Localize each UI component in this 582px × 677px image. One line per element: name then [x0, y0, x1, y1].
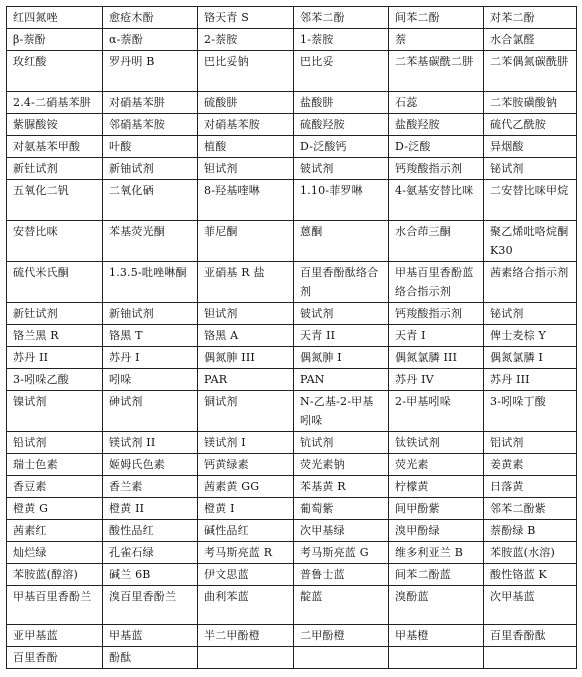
table-cell: 香兰素	[103, 476, 198, 498]
table-cell: 天青 I	[389, 325, 484, 347]
table-row	[7, 51, 577, 92]
table-row	[7, 303, 577, 325]
table-cell: 间苯二酚蓝	[389, 564, 484, 586]
table-cell: 靛蓝	[294, 586, 389, 625]
table-cell: 钛铁试剂	[389, 432, 484, 454]
table-cell: 甲基橙	[389, 625, 484, 647]
table-cell: 2.4-二硝基苯肼	[7, 92, 103, 114]
table-cell: 聚乙烯吡咯烷酮 K30	[484, 221, 577, 262]
table-cell: 红四氮唑	[7, 7, 103, 29]
table-cell: 铅试剂	[7, 432, 103, 454]
table-cell: 苯胺蓝(水溶)	[484, 542, 577, 564]
table-cell: 4-氨基安替比咪	[389, 180, 484, 221]
table-cell: 溴百里香酚兰	[103, 586, 198, 625]
table-cell: 钙羧酸指示剂	[389, 303, 484, 325]
table-cell: 姜黄素	[484, 454, 577, 476]
table-row	[7, 136, 577, 158]
table-cell: 菲尼酮	[198, 221, 294, 262]
table-cell: 新铀试剂	[103, 303, 198, 325]
table-cell: 甲基百里香酚蓝络合指示剂	[389, 262, 484, 303]
table-cell: 铍试剂	[294, 303, 389, 325]
table-cell	[484, 647, 577, 669]
table-cell: 苯基荧光酮	[103, 221, 198, 262]
table-cell: N-乙基-2-甲基吲哚	[294, 391, 389, 432]
table-cell: 硫代米氏酮	[7, 262, 103, 303]
table-cell	[294, 647, 389, 669]
table-cell: 砷试剂	[103, 391, 198, 432]
table-row	[7, 369, 577, 391]
table-cell: 苏丹 II	[7, 347, 103, 369]
table-cell: 盐酸肼	[294, 92, 389, 114]
table-cell: 亚硝基 R 盐	[198, 262, 294, 303]
table-cell: 天青 II	[294, 325, 389, 347]
table-cell: 二安替比咪甲烷	[484, 180, 577, 221]
table-cell: 邻硝基苯胺	[103, 114, 198, 136]
table-cell: 碱兰 6B	[103, 564, 198, 586]
table-cell: 酚酞	[103, 647, 198, 669]
table-cell: 8-羟基喹啉	[198, 180, 294, 221]
table-cell: 二苯偶氮碳酰肼	[484, 51, 577, 92]
table-cell: 偶氮氯膦 III	[389, 347, 484, 369]
table-cell: 钽试剂	[198, 303, 294, 325]
table-cell: 铍试剂	[294, 158, 389, 180]
table-cell: 植酸	[198, 136, 294, 158]
table-cell: 铝试剂	[484, 432, 577, 454]
table-row	[7, 391, 577, 432]
table-cell: 3-吲哚丁酸	[484, 391, 577, 432]
table-cell: 百里香酚酞	[484, 625, 577, 647]
table-row	[7, 454, 577, 476]
table-cell: 普鲁士蓝	[294, 564, 389, 586]
table-cell: 萘	[389, 29, 484, 51]
table-cell: 安替比咪	[7, 221, 103, 262]
table-row	[7, 432, 577, 454]
table-cell: 新钍试剂	[7, 158, 103, 180]
table-cell: 新钍试剂	[7, 303, 103, 325]
reagent-table	[6, 6, 577, 669]
table-cell: α-萘酚	[103, 29, 198, 51]
table-cell: 邻苯二酚	[294, 7, 389, 29]
table-cell: 紫脲酸铵	[7, 114, 103, 136]
table-cell: 2-甲基吲哚	[389, 391, 484, 432]
table-cell: D-泛酸	[389, 136, 484, 158]
table-row	[7, 476, 577, 498]
table-cell: 钪试剂	[294, 432, 389, 454]
table-cell: 硫酸羟胺	[294, 114, 389, 136]
table-row	[7, 262, 577, 303]
table-cell: 橙黄 II	[103, 498, 198, 520]
table-cell: 苏丹 III	[484, 369, 577, 391]
table-cell: 铬黑 A	[198, 325, 294, 347]
table-cell: 考马斯亮蓝 G	[294, 542, 389, 564]
table-cell	[389, 647, 484, 669]
table-cell: 1.3.5-吡唑啉酮	[103, 262, 198, 303]
table-cell: 孔雀石绿	[103, 542, 198, 564]
table-cell: 1.10-菲罗啉	[294, 180, 389, 221]
table-cell: 苯基黄 R	[294, 476, 389, 498]
table-cell: 对苯二酚	[484, 7, 577, 29]
table-cell: 二苯基碳酰二肼	[389, 51, 484, 92]
table-cell: 巴比妥	[294, 51, 389, 92]
table-cell: 荧光素钠	[294, 454, 389, 476]
table-cell: 吲哚	[103, 369, 198, 391]
table-cell: 铜试剂	[198, 391, 294, 432]
table-cell: 半二甲酚橙	[198, 625, 294, 647]
table-cell: 1-萘胺	[294, 29, 389, 51]
table-cell: 溴酚蓝	[389, 586, 484, 625]
table-cell: 苏丹 I	[103, 347, 198, 369]
table-cell: 巴比妥钠	[198, 51, 294, 92]
table-cell: 苯胺蓝(醇溶)	[7, 564, 103, 586]
table-cell: 甲基百里香酚兰	[7, 586, 103, 625]
table-cell: 对硝基苯胺	[198, 114, 294, 136]
table-cell: 铋试剂	[484, 303, 577, 325]
table-row	[7, 92, 577, 114]
table-cell: 镍试剂	[7, 391, 103, 432]
table-cell: 新铀试剂	[103, 158, 198, 180]
table-cell: 茜素黄 GG	[198, 476, 294, 498]
table-cell: 偶氮胂 I	[294, 347, 389, 369]
table-row	[7, 586, 577, 625]
table-cell: 百里香酚酞络合剂	[294, 262, 389, 303]
table-row	[7, 647, 577, 669]
table-cell: 伊文思蓝	[198, 564, 294, 586]
table-cell: 蒽酮	[294, 221, 389, 262]
table-row	[7, 498, 577, 520]
table-cell: 罗丹明 B	[103, 51, 198, 92]
table-cell: 次甲基蓝	[484, 586, 577, 625]
table-row	[7, 180, 577, 221]
table-cell: 硫酸肼	[198, 92, 294, 114]
table-cell: 邻苯二酚紫	[484, 498, 577, 520]
table-cell: 苏丹 IV	[389, 369, 484, 391]
table-cell: 钽试剂	[198, 158, 294, 180]
table-cell: 次甲基绿	[294, 520, 389, 542]
table-cell: 百里香酚	[7, 647, 103, 669]
table-cell: 灿烂绿	[7, 542, 103, 564]
table-cell: 间苯二酚	[389, 7, 484, 29]
reagent-table-container	[6, 6, 576, 669]
table-cell: 铬黑 T	[103, 325, 198, 347]
table-cell: 溴甲酚绿	[389, 520, 484, 542]
table-row	[7, 221, 577, 262]
table-cell: 水合茚三酮	[389, 221, 484, 262]
table-row	[7, 7, 577, 29]
table-cell: 橙黄 I	[198, 498, 294, 520]
table-cell: 曲利苯蓝	[198, 586, 294, 625]
table-row	[7, 29, 577, 51]
table-cell: 茜素红	[7, 520, 103, 542]
table-cell: 钙羧酸指示剂	[389, 158, 484, 180]
table-cell: 叶酸	[103, 136, 198, 158]
table-row	[7, 158, 577, 180]
table-cell: 酸性铬蓝 K	[484, 564, 577, 586]
table-row	[7, 325, 577, 347]
table-cell: 2-萘胺	[198, 29, 294, 51]
table-cell: 偶氮胂 III	[198, 347, 294, 369]
table-cell: 盐酸羟胺	[389, 114, 484, 136]
table-cell: 香豆素	[7, 476, 103, 498]
table-row	[7, 520, 577, 542]
table-cell: 葡萄紫	[294, 498, 389, 520]
table-cell: 对氨基苯甲酸	[7, 136, 103, 158]
table-cell: 硫代乙酰胺	[484, 114, 577, 136]
table-cell: 异烟酸	[484, 136, 577, 158]
table-row	[7, 114, 577, 136]
table-cell: 碱性品红	[198, 520, 294, 542]
table-cell: 亚甲基蓝	[7, 625, 103, 647]
table-cell: 愈疮木酚	[103, 7, 198, 29]
table-cell: 3-吲哚乙酸	[7, 369, 103, 391]
table-cell: PAR	[198, 369, 294, 391]
table-cell: 维多利亚兰 B	[389, 542, 484, 564]
table-cell: 二甲酚橙	[294, 625, 389, 647]
table-cell: β-萘酚	[7, 29, 103, 51]
table-cell: PAN	[294, 369, 389, 391]
table-row	[7, 347, 577, 369]
table-cell: 铋试剂	[484, 158, 577, 180]
table-cell: 二苯胺磺酸钠	[484, 92, 577, 114]
table-cell: 荧光素	[389, 454, 484, 476]
table-cell: 石蕊	[389, 92, 484, 114]
table-cell: 酸性品红	[103, 520, 198, 542]
table-row	[7, 564, 577, 586]
table-cell: 考马斯亮蓝 R	[198, 542, 294, 564]
table-cell: 橙黄 G	[7, 498, 103, 520]
reagent-table-body	[7, 7, 577, 669]
table-cell: 钙黄绿素	[198, 454, 294, 476]
table-cell: 铬兰黑 R	[7, 325, 103, 347]
table-cell: 五氧化二钒	[7, 180, 103, 221]
table-cell: 镁试剂 I	[198, 432, 294, 454]
table-cell: 间甲酚紫	[389, 498, 484, 520]
table-cell: 俾士麦棕 Y	[484, 325, 577, 347]
table-cell: 茜素络合指示剂	[484, 262, 577, 303]
table-cell: 玫红酸	[7, 51, 103, 92]
table-cell: 柠檬黄	[389, 476, 484, 498]
table-cell: 二氧化硒	[103, 180, 198, 221]
table-cell: 铬天青 S	[198, 7, 294, 29]
table-cell: 水合氯醛	[484, 29, 577, 51]
table-cell: 偶氮氯膦 I	[484, 347, 577, 369]
table-cell	[198, 647, 294, 669]
table-row	[7, 625, 577, 647]
table-cell: 萘酚绿 B	[484, 520, 577, 542]
table-cell: 镁试剂 II	[103, 432, 198, 454]
table-cell: 对硝基苯肼	[103, 92, 198, 114]
table-row	[7, 542, 577, 564]
table-cell: 甲基蓝	[103, 625, 198, 647]
table-cell: D-泛酸钙	[294, 136, 389, 158]
table-cell: 姬姆氏色素	[103, 454, 198, 476]
table-cell: 日落黄	[484, 476, 577, 498]
table-cell: 瑞士色素	[7, 454, 103, 476]
